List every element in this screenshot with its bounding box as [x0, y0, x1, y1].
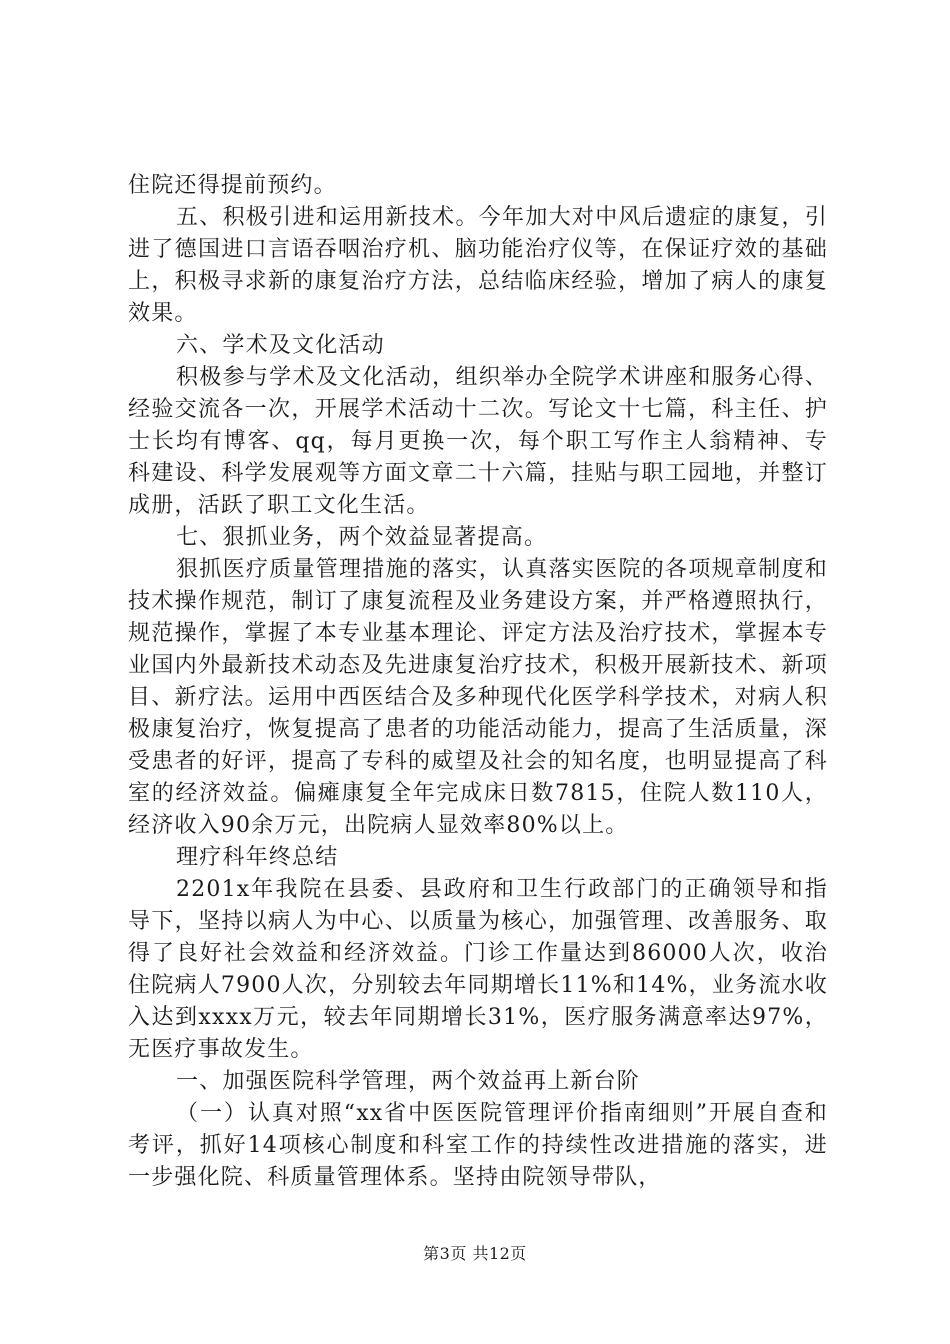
paragraph-2: 五、积极引进和运用新技术。今年加大对中风后遗症的康复，引进了德国进口言语吞咽治疗机、脑功能治疗仪等，在保证疗效的基础上，积极寻求新的康复治疗方法，总结临床经验，增加了病人的康复效果。 [128, 205, 828, 326]
paragraph-8: 2201x年我院在县委、县政府和卫生行政部门的正确领导和指导下，坚持以病人为中心、以质量为核心，加强管理、改善服务、取得了良好社会效益和经济效益。门诊工作量达到86000人次，收治住院病人7900人次，分别较去年同期增长11%和14%，业务流水收入达到xxxx万元，较去年同期增长31%，医疗服务满意率达97%，无医疗事故发生。 [128, 877, 828, 1062]
paragraph-10: （一）认真对照“xx省中医医院管理评价指南细则”开展自查和考评，抓好14项核心制度和科室工作的持续性改进措施的落实，进一步强化院、科质量管理体系。坚持由院领导带队， [128, 1101, 828, 1190]
section-heading-academic: 六、学术及文化活动 [176, 333, 385, 358]
paragraph-1: 住院还得提前预约。 [128, 173, 337, 198]
section-heading-summary: 理疗科年终总结 [176, 845, 339, 870]
section-heading-business: 七、狠抓业务，两个效益显著提高。 [176, 525, 548, 550]
paragraph-4: 积极参与学术及文化活动，组织举办全院学术讲座和服务心得、经验交流各一次，开展学术活动十二次。写论文十七篇，科主任、护士长均有博客、qq，每月更换一次，每个职工写作主人翁精神、专科建设、科学发展观等方面文章二十六篇，挂贴与职工园地，并整订成册，活跃了职工文化生活。 [128, 365, 828, 518]
document-body [128, 170, 828, 1194]
page-footer: 第3页 共12页 [423, 1244, 527, 1263]
paragraph-6: 狠抓医疗质量管理措施的落实，认真落实医院的各项规章制度和技术操作规范，制订了康复流程及业务建设方案，并严格遵照执行，规范操作，掌握了本专业基本理论、评定方法及治疗技术，掌握本专业国内外最新技术动态及先进康复治疗技术，积极开展新技术、新项目、新疗法。运用中西医结合及多种现代化医学科学技术，对病人积极康复治疗，恢复提高了患者的功能活动能力，提高了生活质量，深受患者的好评，提高了专科的威望及社会的知名度，也明显提高了科室的经济效益。偏瘫康复全年完成床日数7815，住院人数110人，经济收入90余万元，出院病人显效率80%以上。 [128, 557, 828, 838]
section-heading-management: 一、加强医院科学管理，两个效益再上新台阶 [176, 1069, 641, 1094]
